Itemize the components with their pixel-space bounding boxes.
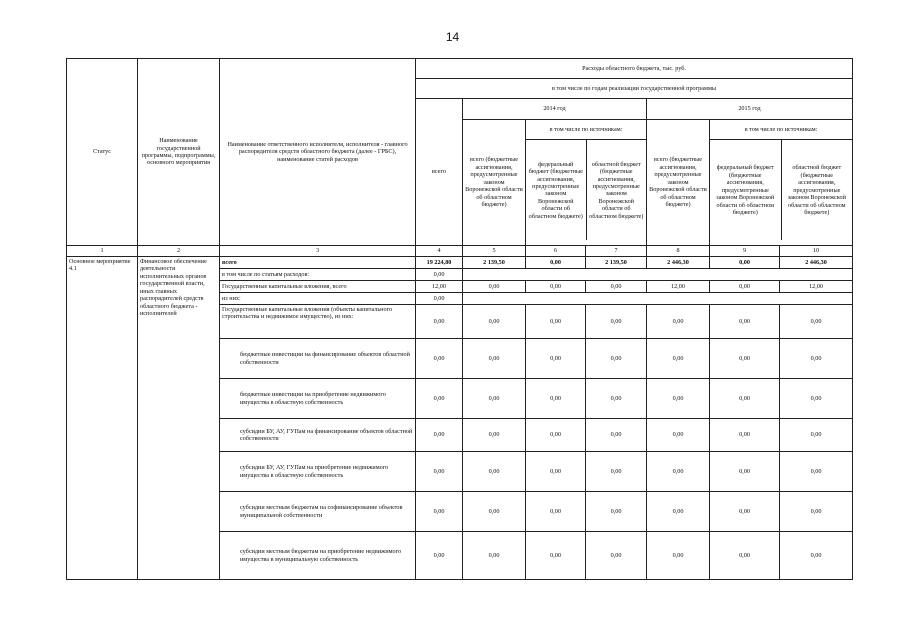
value-cell: 0,00 bbox=[647, 379, 710, 419]
value-cell: 0,00 bbox=[710, 281, 780, 293]
value-cell: 12,00 bbox=[647, 281, 710, 293]
value-cell: 0,00 bbox=[780, 492, 853, 532]
value-cell bbox=[647, 269, 710, 281]
value-cell: 0,00 bbox=[416, 492, 463, 532]
row-label: из них: bbox=[220, 293, 416, 305]
header-executor-name: Наименование ответственного исполнителя, исполнителя - главного распорядителя средств областного бюджета (далее - ГРБС), наименование статей расходов bbox=[220, 59, 416, 246]
value-cell: 0,00 bbox=[586, 281, 647, 293]
value-cell: 0,00 bbox=[586, 339, 647, 379]
value-cell: 0,00 bbox=[647, 339, 710, 379]
header-2015-sources bbox=[710, 120, 853, 246]
value-cell: 2 139,50 bbox=[463, 257, 526, 269]
value-cell: 0,00 bbox=[586, 532, 647, 580]
value-cell bbox=[463, 269, 526, 281]
header-year-2015: 2015 год bbox=[647, 99, 853, 120]
row-label: бюджетные инвестиции на финансирование объектов областной собственности bbox=[220, 339, 416, 379]
value-cell: 0,00 bbox=[647, 492, 710, 532]
row-label: в том числе по статьям расходов: bbox=[220, 269, 416, 281]
value-cell: 0,00 bbox=[780, 339, 853, 379]
value-cell: 0,00 bbox=[463, 492, 526, 532]
value-cell: 0,00 bbox=[416, 293, 463, 305]
column-number: 4 bbox=[416, 246, 463, 257]
value-cell: 0,00 bbox=[463, 419, 526, 452]
value-cell: 0,00 bbox=[586, 452, 647, 492]
column-number: 9 bbox=[710, 246, 780, 257]
value-cell: 0,00 bbox=[586, 305, 647, 339]
value-cell bbox=[780, 269, 853, 281]
header-2014-total: всего (бюджетные ассигнования, предусмотренные законом Воронежской области об областном бюджете) bbox=[463, 120, 526, 246]
header-2015-federal: федеральный бюджет (бюджетные ассигнования, предусмотренные законом Воронежской области об областном бюджете) bbox=[710, 140, 782, 240]
row-label: субсидии БУ, АУ, ГУПам на приобретение недвижимого имущества в областную собственность bbox=[220, 452, 416, 492]
value-cell: 0,00 bbox=[463, 305, 526, 339]
value-cell: 0,00 bbox=[526, 305, 586, 339]
value-cell: 0,00 bbox=[463, 379, 526, 419]
value-cell: 0,00 bbox=[586, 379, 647, 419]
value-cell bbox=[710, 293, 780, 305]
header-2015-regional: областной бюджет (бюджетные ассигнования, предусмотренные законом Воронежской области об областном бюджете) bbox=[787, 164, 846, 217]
value-cell: 0,00 bbox=[526, 281, 586, 293]
value-cell: 12,00 bbox=[780, 281, 853, 293]
value-cell: 0,00 bbox=[526, 492, 586, 532]
row-label: Государственные капитальные вложения (объекты капитального строительства и недвижимое имущество), из них: bbox=[220, 305, 416, 339]
row-label: всего bbox=[220, 257, 416, 269]
header-2015-total: всего (бюджетные ассигнования, предусмотренные законом Воронежской области об областном бюджете) bbox=[647, 120, 710, 246]
value-cell bbox=[463, 293, 526, 305]
value-cell: 0,00 bbox=[710, 419, 780, 452]
value-cell bbox=[526, 293, 586, 305]
column-number: 6 bbox=[526, 246, 586, 257]
value-cell: 0,00 bbox=[710, 532, 780, 580]
value-cell: 0,00 bbox=[416, 339, 463, 379]
value-cell: 0,00 bbox=[416, 532, 463, 580]
value-cell: 0,00 bbox=[710, 339, 780, 379]
header-2015-by-sources: в том числе по источникам: bbox=[710, 120, 852, 140]
value-cell: 0,00 bbox=[647, 419, 710, 452]
value-cell bbox=[526, 269, 586, 281]
column-number: 3 bbox=[220, 246, 416, 257]
value-cell: 0,00 bbox=[526, 257, 586, 269]
value-cell: 19 224,80 bbox=[416, 257, 463, 269]
column-number: 10 bbox=[780, 246, 853, 257]
value-cell bbox=[647, 293, 710, 305]
value-cell: 0,00 bbox=[710, 379, 780, 419]
value-cell: 0,00 bbox=[647, 532, 710, 580]
value-cell: 0,00 bbox=[586, 419, 647, 452]
header-status: Статус bbox=[67, 59, 138, 246]
value-cell: 2 139,50 bbox=[586, 257, 647, 269]
header-expenses-title: Расходы областного бюджета, тыс. руб. bbox=[416, 59, 853, 79]
value-cell: 0,00 bbox=[416, 269, 463, 281]
header-2014-sources bbox=[526, 120, 647, 246]
value-cell bbox=[780, 293, 853, 305]
page-number: 14 bbox=[445, 30, 460, 44]
table-row bbox=[67, 257, 853, 269]
value-cell: 0,00 bbox=[647, 305, 710, 339]
row-label: бюджетные инвестиции на приобретение недвижимого имущества в областную собственность bbox=[220, 379, 416, 419]
budget-table bbox=[66, 58, 853, 580]
value-cell bbox=[586, 293, 647, 305]
value-cell: 0,00 bbox=[526, 379, 586, 419]
column-number: 8 bbox=[647, 246, 710, 257]
header-2014-regional: областной бюджет (бюджетные ассигнования, предусмотренные законом Воронежской области об областном бюджете) bbox=[589, 160, 644, 220]
header-2014-federal: федеральный бюджет (бюджетные ассигнования, предусмотренные законом Воронежской области об областном бюджете) bbox=[526, 140, 587, 240]
column-numbers-row bbox=[67, 246, 853, 257]
value-cell: 0,00 bbox=[710, 492, 780, 532]
value-cell: 0,00 bbox=[780, 452, 853, 492]
value-cell: 0,00 bbox=[780, 419, 853, 452]
row-label: Государственные капитальные вложения, всего bbox=[220, 281, 416, 293]
header-by-years: в том числе по годам реализации государственной программы bbox=[416, 79, 853, 99]
value-cell: 0,00 bbox=[586, 492, 647, 532]
value-cell: 0,00 bbox=[526, 452, 586, 492]
value-cell: 0,00 bbox=[416, 419, 463, 452]
value-cell: 0,00 bbox=[710, 257, 780, 269]
header-2014-by-sources: в том числе по источникам: bbox=[526, 120, 646, 140]
value-cell bbox=[586, 269, 647, 281]
value-cell: 0,00 bbox=[710, 305, 780, 339]
value-cell: 0,00 bbox=[463, 339, 526, 379]
value-cell: 0,00 bbox=[780, 305, 853, 339]
value-cell: 0,00 bbox=[416, 379, 463, 419]
value-cell: 0,00 bbox=[416, 305, 463, 339]
header-program-name: Наименование государственной программы, подпрограммы, основного мероприятия bbox=[138, 59, 220, 246]
status-cell: Основное мероприятие 4.1 bbox=[67, 257, 138, 580]
value-cell: 0,00 bbox=[780, 379, 853, 419]
value-cell: 12,00 bbox=[416, 281, 463, 293]
value-cell: 0,00 bbox=[526, 419, 586, 452]
value-cell: 0,00 bbox=[463, 452, 526, 492]
header-year-2014: 2014 год bbox=[463, 99, 647, 120]
value-cell: 0,00 bbox=[526, 532, 586, 580]
value-cell: 0,00 bbox=[463, 281, 526, 293]
value-cell: 2 446,30 bbox=[647, 257, 710, 269]
value-cell: 0,00 bbox=[463, 532, 526, 580]
value-cell: 0,00 bbox=[780, 532, 853, 580]
column-number: 1 bbox=[67, 246, 138, 257]
header-total: всего bbox=[416, 99, 463, 246]
value-cell: 0,00 bbox=[710, 452, 780, 492]
value-cell bbox=[710, 269, 780, 281]
value-cell: 0,00 bbox=[647, 452, 710, 492]
column-number: 7 bbox=[586, 246, 647, 257]
value-cell: 0,00 bbox=[526, 339, 586, 379]
value-cell: 2 446,30 bbox=[780, 257, 853, 269]
row-label: субсидии местным бюджетам на софинансирование объектов муниципальной собственности bbox=[220, 492, 416, 532]
program-name-cell: Финансовое обеспечение деятельности исполнительных органов государственной власти, иных главных распорядителей средств областного бюджета - исполнителей bbox=[138, 257, 220, 580]
row-label: субсидии БУ, АУ, ГУПам на финансирование объектов областной собственности bbox=[220, 419, 416, 452]
column-number: 2 bbox=[138, 246, 220, 257]
value-cell: 0,00 bbox=[416, 452, 463, 492]
row-label: субсидии местным бюджетам на приобретение недвижимого имущества в муниципальную собственность bbox=[220, 532, 416, 580]
column-number: 5 bbox=[463, 246, 526, 257]
